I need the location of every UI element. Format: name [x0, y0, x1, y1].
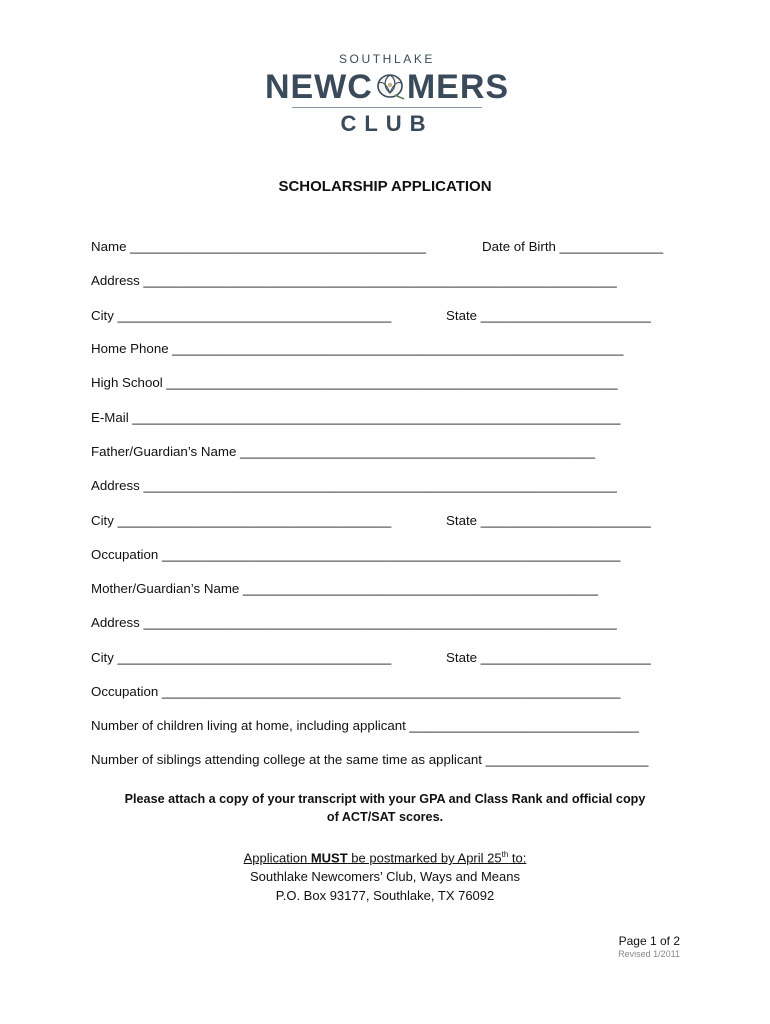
father-address-field[interactable]: Address ________________________________________________________________	[91, 478, 617, 493]
logo-top-text: SOUTHLAKE	[338, 52, 436, 66]
address-field[interactable]: Address ________________________________________________________________	[91, 273, 617, 288]
page-footer	[618, 934, 680, 959]
date-of-birth-field[interactable]: Date of Birth ______________	[482, 239, 664, 254]
father-state-field[interactable]: State _______________________	[446, 513, 651, 528]
postmark-deadline	[0, 845, 770, 867]
transcript-note-line1: Please attach a copy of your transcript with your GPA and Class Rank and official copy	[124, 792, 646, 806]
mailing-instructions	[0, 845, 770, 905]
home-phone-field[interactable]: Home Phone _____________________________________________________________	[91, 341, 624, 356]
high-school-field[interactable]: High School _____________________________________________________________	[91, 375, 618, 390]
mailing-recipient: Southlake Newcomers’ Club, Ways and Means	[250, 869, 520, 885]
transcript-note	[0, 790, 770, 826]
page-title: SCHOLARSHIP APPLICATION	[278, 178, 492, 195]
logo-mid-right: MERS	[406, 68, 510, 106]
email-field[interactable]: E-Mail __________________________________________________________________	[91, 410, 621, 425]
logo-mid-left: NEWC	[264, 68, 373, 106]
postmark-must: MUST	[310, 850, 348, 866]
children-at-home-field[interactable]: Number of children living at home, including applicant _______________________________	[91, 718, 639, 733]
siblings-in-college-field[interactable]: Number of siblings attending college at the same time as applicant ______________________	[91, 752, 649, 767]
mother-address-field[interactable]: Address ________________________________________________________________	[91, 615, 617, 630]
transcript-note-line2: of ACT/SAT scores.	[326, 810, 444, 824]
logo-mid-text	[262, 68, 512, 106]
club-logo	[262, 48, 512, 148]
page-number: Page 1 of 2	[618, 934, 680, 948]
name-field[interactable]: Name ________________________________________	[91, 239, 426, 254]
mother-city-field[interactable]: City _____________________________________	[91, 650, 392, 665]
logo-divider	[292, 107, 482, 108]
postmark-pre: Application	[243, 850, 311, 866]
postmark-post: be postmarked by April 25	[347, 850, 502, 866]
father-city-field[interactable]: City _____________________________________	[91, 513, 392, 528]
logo-bottom-text: CLUB	[340, 111, 434, 136]
mother-guardian-name-field[interactable]: Mother/Guardian’s Name ________________________________________________	[91, 581, 598, 596]
mailing-address: P.O. Box 93177, Southlake, TX 76092	[275, 888, 495, 904]
revision-date: Revised 1/2011	[618, 949, 680, 959]
magnolia-flower-icon	[373, 71, 407, 101]
mother-occupation-field[interactable]: Occupation ______________________________________________________________	[91, 684, 621, 699]
postmark-end: to:	[508, 850, 527, 866]
father-occupation-field[interactable]: Occupation ______________________________________________________________	[91, 547, 621, 562]
father-guardian-name-field[interactable]: Father/Guardian’s Name ________________________________________________	[91, 444, 596, 459]
postmark-sup: th	[501, 850, 509, 859]
state-field[interactable]: State _______________________	[446, 308, 651, 323]
mother-state-field[interactable]: State _______________________	[446, 650, 651, 665]
city-field[interactable]: City _____________________________________	[91, 308, 392, 323]
